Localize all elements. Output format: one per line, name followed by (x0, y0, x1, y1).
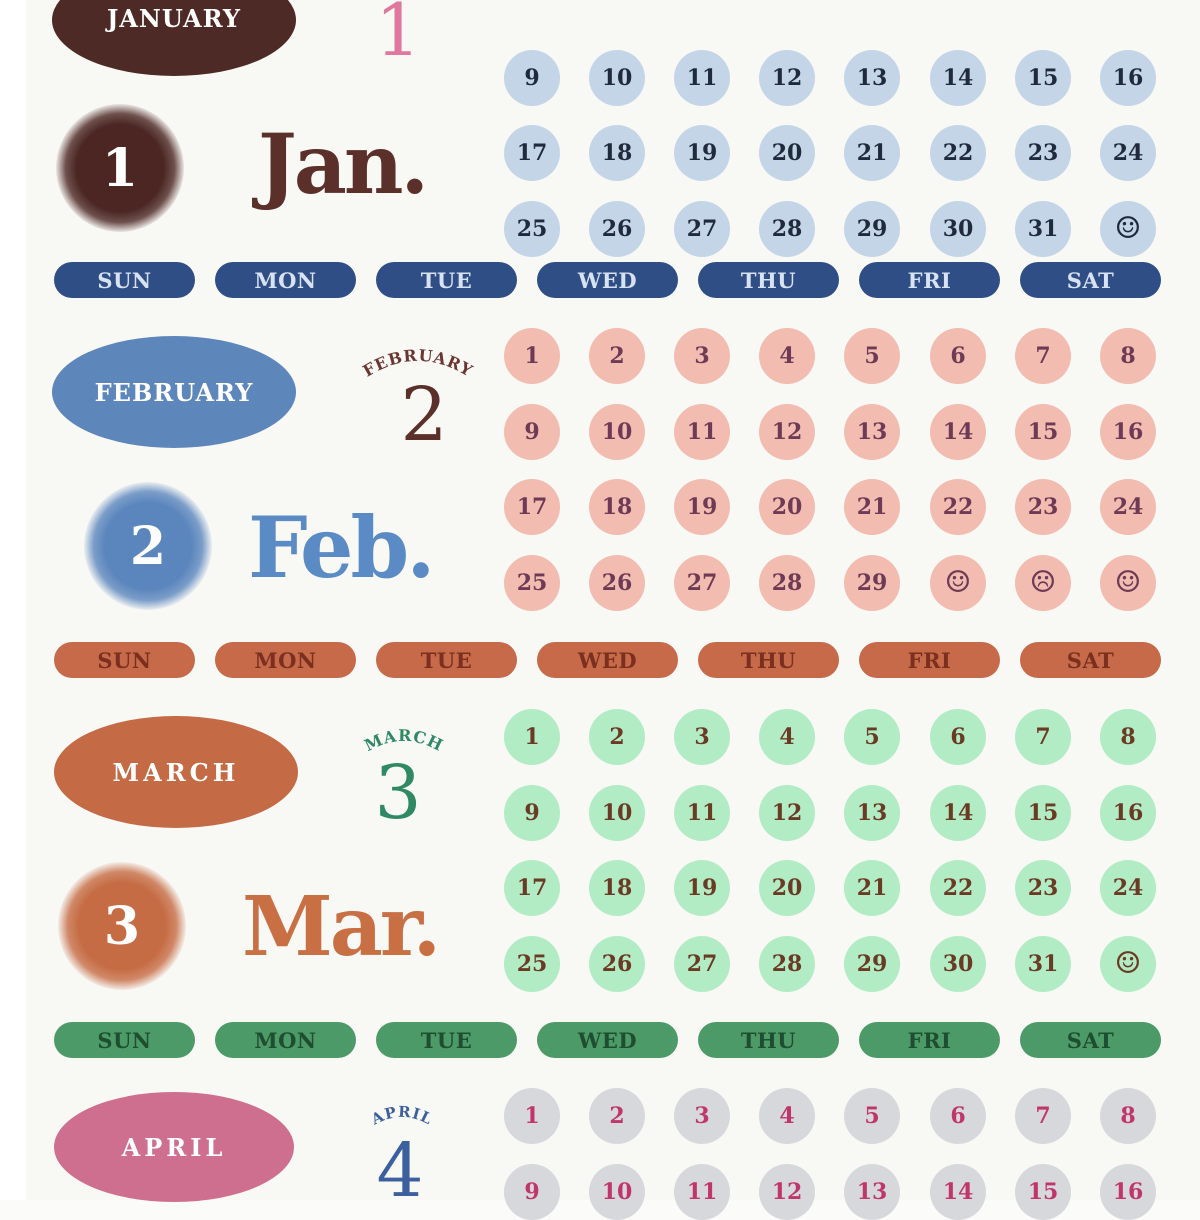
weekday-pill-tue[interactable]: TUE (376, 642, 517, 678)
weekday-pill-thu[interactable]: THU (698, 262, 839, 298)
day-sticker[interactable]: 28 (759, 555, 815, 611)
weekday-pill-mon[interactable]: MON (215, 262, 356, 298)
weekday-pill-tue[interactable]: TUE (376, 1022, 517, 1058)
day-sticker[interactable]: 20 (759, 125, 815, 181)
day-sticker[interactable]: 10 (589, 404, 645, 460)
day-sticker[interactable]: 14 (930, 785, 986, 841)
day-sticker[interactable]: 5 (844, 328, 900, 384)
day-sticker[interactable]: 18 (589, 125, 645, 181)
day-sticker[interactable]: 17 (504, 860, 560, 916)
day-sticker[interactable]: 28 (759, 201, 815, 257)
sticker-sheet (26, 0, 1200, 1214)
arc-text: APRIL (368, 1102, 436, 1129)
day-sticker[interactable]: 12 (759, 785, 815, 841)
day-sticker[interactable]: 5 (844, 1088, 900, 1144)
day-sticker[interactable]: 18 (589, 479, 645, 535)
day-sticker[interactable]: 5 (844, 709, 900, 765)
day-sticker[interactable]: 12 (759, 50, 815, 106)
day-sticker[interactable]: 8 (1100, 1088, 1156, 1144)
day-sticker[interactable]: 28 (759, 936, 815, 992)
day-sticker[interactable]: 3 (674, 328, 730, 384)
weekday-pill-thu[interactable]: THU (698, 642, 839, 678)
day-sticker[interactable]: 6 (930, 328, 986, 384)
month-number-february: 2 (400, 372, 448, 458)
day-sticker[interactable]: 4 (759, 709, 815, 765)
weekday-pill-sun[interactable]: SUN (54, 262, 195, 298)
day-sticker[interactable]: 14 (930, 404, 986, 460)
weekday-pill-sun[interactable]: SUN (54, 642, 195, 678)
weekday-pill-tue[interactable]: TUE (376, 262, 517, 298)
day-sticker[interactable]: 19 (674, 860, 730, 916)
day-sticker[interactable]: 16 (1100, 50, 1156, 106)
day-sticker[interactable]: 17 (504, 125, 560, 181)
day-sticker[interactable]: 21 (844, 125, 900, 181)
weekday-pill-sat[interactable]: SAT (1020, 1022, 1161, 1058)
smiley-face-icon[interactable]: ☺ (1100, 936, 1156, 992)
day-sticker[interactable]: 23 (1015, 125, 1071, 181)
weekday-pill-thu[interactable]: THU (698, 1022, 839, 1058)
day-sticker[interactable]: 11 (674, 785, 730, 841)
smiley-face-icon[interactable]: ☺ (1100, 555, 1156, 611)
month-disc-number: 3 (103, 895, 141, 957)
day-sticker[interactable]: 26 (589, 936, 645, 992)
day-sticker[interactable]: 9 (504, 785, 560, 841)
svg-text:APRIL (368, 1103, 436, 1129)
day-sticker[interactable]: 2 (589, 1088, 645, 1144)
day-sticker[interactable]: 19 (674, 125, 730, 181)
day-sticker[interactable]: 11 (674, 404, 730, 460)
day-sticker[interactable]: 29 (844, 936, 900, 992)
weekday-pill-sat[interactable]: SAT (1020, 642, 1161, 678)
month-abbr-february: Feb. (248, 498, 433, 597)
day-sticker[interactable]: 8 (1100, 709, 1156, 765)
day-sticker[interactable]: 7 (1015, 328, 1071, 384)
day-sticker[interactable]: 30 (930, 201, 986, 257)
day-sticker[interactable]: 13 (844, 50, 900, 106)
smiley-face-icon[interactable]: ☺ (930, 555, 986, 611)
weekday-pill-wed[interactable]: WED (537, 642, 678, 678)
day-sticker[interactable]: 1 (504, 1088, 560, 1144)
month-name-oval-april[interactable] (54, 1092, 294, 1202)
day-sticker[interactable]: 19 (674, 479, 730, 535)
day-sticker[interactable]: 30 (930, 936, 986, 992)
month-name-label: FEBRUARY (94, 377, 254, 407)
day-sticker[interactable]: 2 (589, 709, 645, 765)
day-sticker[interactable]: 3 (674, 709, 730, 765)
day-sticker[interactable]: 29 (844, 555, 900, 611)
month-disc-number: 2 (129, 515, 167, 577)
day-sticker[interactable]: 22 (930, 860, 986, 916)
smiley-face-icon[interactable]: ☺ (1100, 201, 1156, 257)
day-sticker[interactable]: 7 (1015, 709, 1071, 765)
month-name-oval-march[interactable] (54, 716, 298, 828)
day-sticker[interactable]: 6 (930, 1088, 986, 1144)
day-sticker[interactable]: 29 (844, 201, 900, 257)
month-disc-number: 1 (101, 137, 139, 199)
day-sticker[interactable]: 2 (589, 328, 645, 384)
day-sticker[interactable]: 26 (589, 201, 645, 257)
day-sticker[interactable]: 24 (1100, 125, 1156, 181)
day-sticker[interactable]: 16 (1100, 785, 1156, 841)
day-sticker[interactable]: 12 (759, 1164, 815, 1220)
month-name-label: JANUARY (106, 3, 242, 33)
day-sticker[interactable]: 22 (930, 125, 986, 181)
day-sticker[interactable]: 14 (930, 1164, 986, 1220)
day-sticker[interactable]: 9 (504, 1164, 560, 1220)
month-disc-january[interactable] (56, 104, 184, 232)
day-sticker[interactable]: 11 (674, 1164, 730, 1220)
arc-text: FEBRUARY (359, 345, 477, 381)
day-sticker[interactable]: 23 (1015, 860, 1071, 916)
month-disc-march[interactable] (58, 862, 186, 990)
day-sticker[interactable]: 26 (589, 555, 645, 611)
weekday-pill-fri[interactable]: FRI (859, 1022, 1000, 1058)
day-sticker[interactable]: 25 (504, 201, 560, 257)
day-sticker[interactable]: 13 (844, 404, 900, 460)
day-sticker[interactable]: 31 (1015, 936, 1071, 992)
month-number-april: 4 (376, 1128, 424, 1214)
day-sticker[interactable]: 17 (504, 479, 560, 535)
arc-text: MARCH (361, 725, 447, 756)
day-sticker[interactable]: 20 (759, 860, 815, 916)
month-disc-february[interactable] (84, 482, 212, 610)
month-abbr-march: Mar. (242, 879, 439, 975)
day-sticker[interactable]: 7 (1015, 1088, 1071, 1144)
day-sticker[interactable]: 14 (930, 50, 986, 106)
day-sticker[interactable]: 24 (1100, 479, 1156, 535)
day-sticker[interactable]: 9 (504, 50, 560, 106)
day-sticker[interactable]: 1 (504, 709, 560, 765)
weekday-pill-wed[interactable]: WED (537, 262, 678, 298)
weekday-pill-mon[interactable]: MON (215, 642, 356, 678)
day-sticker[interactable]: 27 (674, 936, 730, 992)
weekday-pill-fri[interactable]: FRI (859, 642, 1000, 678)
day-sticker[interactable]: 4 (759, 1088, 815, 1144)
day-sticker[interactable]: 10 (589, 50, 645, 106)
month-number-january: 1 (375, 0, 421, 72)
weekday-pill-sun[interactable]: SUN (54, 1022, 195, 1058)
day-sticker[interactable]: 23 (1015, 479, 1071, 535)
weekday-pill-fri[interactable]: FRI (859, 262, 1000, 298)
frown-face-icon[interactable]: ☹ (1015, 555, 1071, 611)
day-sticker[interactable]: 27 (674, 201, 730, 257)
day-sticker[interactable]: 13 (844, 1164, 900, 1220)
month-name-oval-january[interactable] (52, 0, 296, 76)
day-sticker[interactable]: 3 (674, 1088, 730, 1144)
day-sticker[interactable]: 31 (1015, 201, 1071, 257)
month-number-march: 3 (374, 750, 422, 836)
day-sticker[interactable]: 25 (504, 936, 560, 992)
day-sticker[interactable]: 18 (589, 860, 645, 916)
day-sticker[interactable]: 12 (759, 404, 815, 460)
day-sticker[interactable]: 11 (674, 50, 730, 106)
weekday-pill-sat[interactable]: SAT (1020, 262, 1161, 298)
day-sticker[interactable]: 16 (1100, 404, 1156, 460)
day-sticker[interactable]: 10 (589, 785, 645, 841)
day-sticker[interactable]: 15 (1015, 50, 1071, 106)
page-edge (0, 0, 26, 1200)
day-sticker[interactable]: 13 (844, 785, 900, 841)
day-sticker[interactable]: 6 (930, 709, 986, 765)
day-sticker[interactable]: 21 (844, 479, 900, 535)
weekday-pill-mon[interactable]: MON (215, 1022, 356, 1058)
day-sticker[interactable]: 27 (674, 555, 730, 611)
day-sticker[interactable]: 15 (1015, 785, 1071, 841)
day-sticker[interactable]: 21 (844, 860, 900, 916)
weekday-pill-wed[interactable]: WED (537, 1022, 678, 1058)
day-sticker[interactable]: 20 (759, 479, 815, 535)
day-sticker[interactable]: 22 (930, 479, 986, 535)
day-sticker[interactable]: 4 (759, 328, 815, 384)
day-sticker[interactable]: 10 (589, 1164, 645, 1220)
day-sticker[interactable]: 15 (1015, 1164, 1071, 1220)
month-name-label: APRIL (121, 1132, 227, 1162)
month-name-label: MARCH (112, 757, 240, 787)
day-sticker[interactable]: 25 (504, 555, 560, 611)
day-sticker[interactable]: 24 (1100, 860, 1156, 916)
day-sticker[interactable]: 8 (1100, 328, 1156, 384)
day-sticker[interactable]: 15 (1015, 404, 1071, 460)
month-name-oval-february[interactable] (52, 336, 296, 448)
day-sticker[interactable]: 9 (504, 404, 560, 460)
month-abbr-january: Jan. (258, 117, 427, 213)
day-sticker[interactable]: 1 (504, 328, 560, 384)
day-sticker[interactable]: 16 (1100, 1164, 1156, 1220)
